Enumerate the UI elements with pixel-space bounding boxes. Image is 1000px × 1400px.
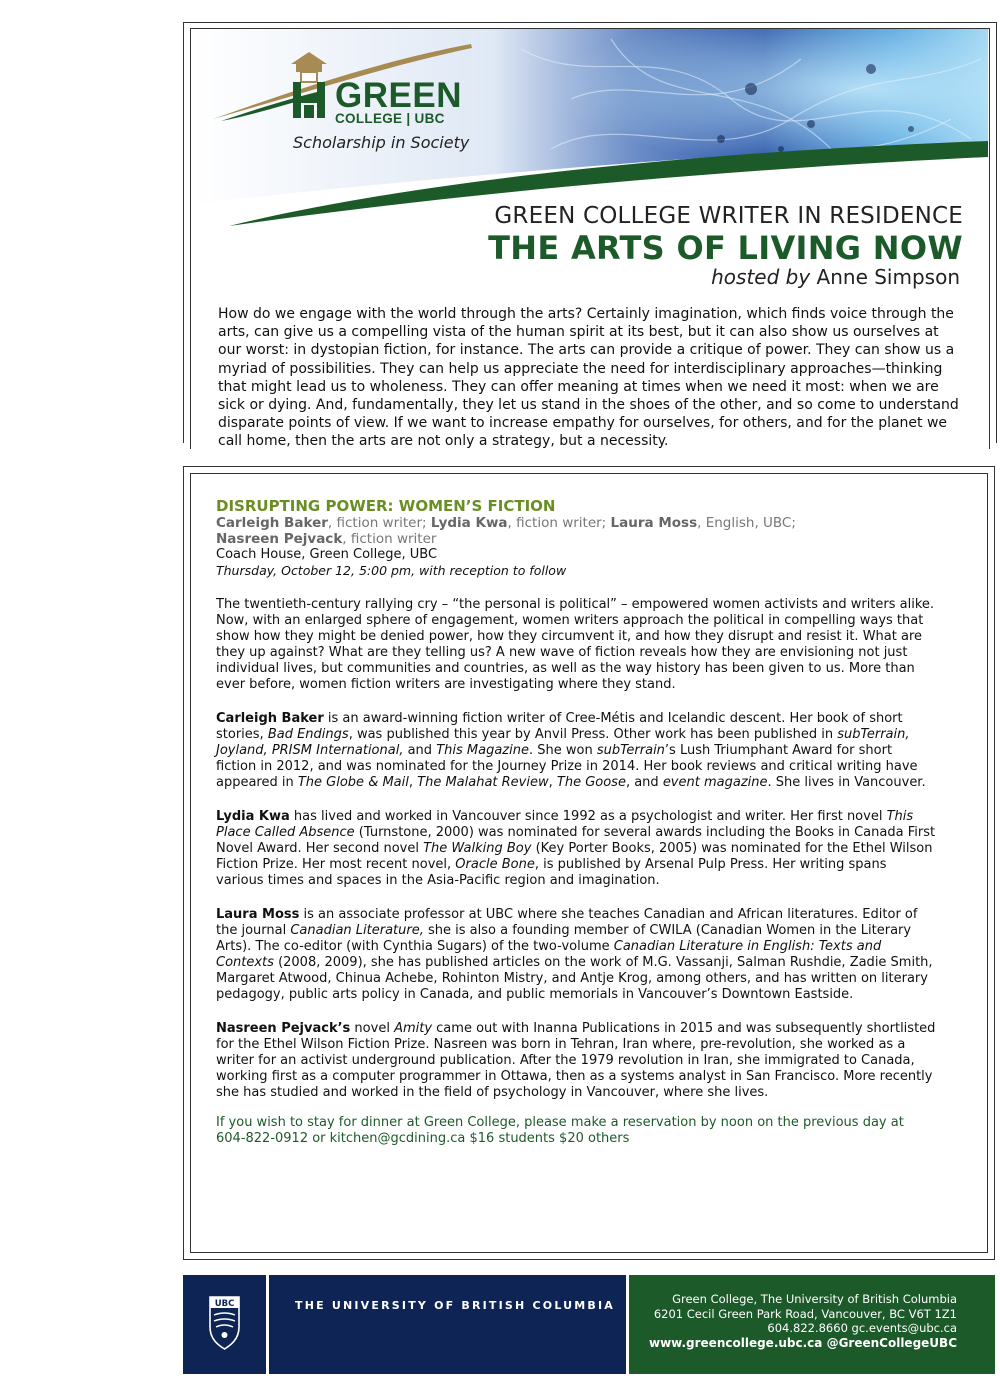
bio-text: has lived and worked in Vancouver since 1992 as a psychologist and writer. Her first novel xyxy=(289,809,887,824)
bio-name: Laura Moss xyxy=(216,907,300,922)
footer xyxy=(183,1275,995,1374)
event-venue: Coach House, Green College, UBC xyxy=(216,547,438,562)
bio-laura-moss xyxy=(216,907,936,1003)
intro-paragraph: How do we engage with the world through the arts? Certainly imagination, which finds voice through the arts, can give us a compelling vista of the human spirit at its best, but it can also show us ourselves at our worst: in dystopian fiction, for instance. The arts can provide a critique of power. They can show us a myriad of possibilities. They can help us appreciate the need for interdisciplinary approaches—thinking that might lead us to wholeness. They can offer meaning at times when we need it most: when we are sick or dying. And, fundamentally, they let us stand in the shoes of the other, and so come to understand disparate points of view. If we want to increase empathy for ourselves, for others, and for the planet we call home, then the arts are not only a strategy, but a necessity. xyxy=(218,306,959,450)
bio-text: novel xyxy=(350,1021,395,1036)
bio-name: Carleigh Baker xyxy=(216,711,324,726)
bio-title: Canadian Literature, xyxy=(290,923,424,938)
logo-tagline: Scholarship in Society xyxy=(293,133,470,152)
bio-title: subTerrain, Joyland, PRISM International, xyxy=(216,727,910,758)
bio-lydia-kwa xyxy=(216,809,936,889)
speaker-role: , fiction writer; xyxy=(327,515,431,531)
bio-title: Oracle Bone xyxy=(455,857,535,872)
bio-text: (Key Porter Books, 2005) was nominated for the Ethel Wilson Fiction Prize. Her most recent novel, xyxy=(216,841,933,872)
host-line xyxy=(711,265,960,289)
address-line-2: 6201 Cecil Green Park Road, Vancouver, BC V6T 1Z1 xyxy=(653,1306,957,1321)
bio-text: she is also a founding member of CWILA (Canadian Women in the Literary Arts). The co-editor (with Cynthia Sugars) of the two-volume xyxy=(216,923,912,954)
bio-title: event magazine xyxy=(662,775,768,790)
logo-subtitle: COLLEGE | UBC xyxy=(335,111,445,126)
bio-text: came out with Inanna Publications in 2015 and was subsequently shortlisted for the Ethel Wilson Fiction Prize. Nasreen was born in Tehran, Iran where, pre-revolution, she worked as a writer for an activist underground publication. After the 1979 revolution in Iran, she immigrated to Canada, working first as a computer programmer in Ottawa, then as a systems analyst in San Francisco. More recently she has studied and worked in the field of psychology in Vancouver, where she lives. xyxy=(216,1021,936,1100)
speaker-name: Carleigh Baker xyxy=(216,515,328,531)
bio-title: The Globe & Mail xyxy=(297,775,409,790)
bio-title: This Magazine xyxy=(436,743,529,758)
event-description: The twentieth-century rallying cry – “the personal is political” – empowered women activists and writers alike. Now, with an enlarged sphere of engagement, women writers approach the political in compelling ways that show how they might be denied power, how they circumvent it, and how they disrupt and resist it. What are they up against? What are they telling us? A new wave of fiction reveals how they are envisioning not just individual lives, but communities and countries, as well as the way history has been given to us. More than ever before, women fiction writers are investigating where they stand. xyxy=(216,597,935,692)
bio-text: , and xyxy=(625,775,663,790)
speaker-role: , fiction writer; xyxy=(507,515,611,531)
event-content xyxy=(216,498,936,1147)
bio-title: Canadian Literature in English: Texts and Contexts xyxy=(216,939,882,970)
bio-title: Amity xyxy=(394,1021,433,1036)
university-name: THE UNIVERSITY OF BRITISH COLUMBIA xyxy=(295,1299,616,1312)
speaker-role: , English, UBC; xyxy=(697,515,796,531)
hosted-by-label: hosted by xyxy=(711,265,811,289)
bio-title: The Malahat Review xyxy=(417,775,549,790)
bio-title: subTerrain xyxy=(596,743,665,758)
bio-text: is an associate professor at UBC where she teaches Canadian and African literatures. Editor of the journal xyxy=(216,907,918,938)
contact-line: 604.822.8660 gc.events@ubc.ca xyxy=(767,1321,957,1335)
address-line-1: Green College, The University of British Columbia xyxy=(672,1292,957,1306)
bio-name: Lydia Kwa xyxy=(216,809,290,824)
bio-name: Nasreen Pejvack’s xyxy=(216,1021,351,1036)
bio-title: The Walking Boy xyxy=(423,841,532,856)
bio-text: , is published by Arsenal Pulp Press. Her writing spans various times and spaces in the Asia-Pacific region and imagination. xyxy=(216,857,887,888)
bio-text: (2008, 2009), she has published articles on the work of M.G. Vassanji, Salman Rushdie, Zadie Smith, Margaret Atwood, Chinua Achebe, Rohinton Mistry, and Antje Krog, among others, and has written on literary pedagogy, public arts policy in Canada, and public memorials in Vancouver’s Downtown Eastside. xyxy=(216,955,933,1002)
bio-text: is an award-winning fiction writer of Cree-Métis and Icelandic descent. Her book of short stories, xyxy=(216,711,903,742)
bio-text: (Turnstone, 2000) was nominated for several awards including the Books in Canada First Novel Award. Her second novel xyxy=(216,825,936,856)
event-title: DISRUPTING POWER: WOMEN’S FICTION xyxy=(216,497,556,515)
speaker-role: , fiction writer xyxy=(342,531,437,547)
bio-title: This Place Called Absence xyxy=(216,809,914,840)
bio-text: , was published this year by Anvil Press. Other work has been published in xyxy=(348,727,838,742)
host-name: Anne Simpson xyxy=(816,265,960,289)
green-college-building-icon xyxy=(287,50,331,120)
speaker-name: Lydia Kwa xyxy=(430,515,508,531)
logo-wordmark: GREEN xyxy=(335,76,462,115)
contact-panel xyxy=(629,1275,995,1374)
series-title: GREEN COLLEGE WRITER IN RESIDENCE xyxy=(494,203,963,229)
event-datetime: Thursday, October 12, 5:00 pm, with reception to follow xyxy=(216,563,567,578)
speaker-name: Laura Moss xyxy=(610,515,698,531)
ubc-crest-icon xyxy=(183,1275,266,1374)
speaker-name: Nasreen Pejvack xyxy=(216,531,343,547)
bio-text: ’s Lush Triumphant Award for short fiction in 2012, and was nominated for the Journey Prize in 2014. Her book reviews and critical writing have appeared in xyxy=(216,743,918,790)
ubc-badge-text: UBC xyxy=(214,1299,235,1309)
bio-nasreen-pejvack xyxy=(216,1021,936,1101)
bio-text: . She lives in Vancouver. xyxy=(767,775,926,790)
bio-carleigh-baker xyxy=(216,711,936,791)
ubc-logo-panel xyxy=(183,1275,266,1374)
bio-title: The Goose xyxy=(556,775,626,790)
bio-title: Bad Endings xyxy=(267,727,349,742)
bio-text: . She won xyxy=(528,743,597,758)
page-title: THE ARTS OF LIVING NOW xyxy=(488,229,963,267)
university-name-panel xyxy=(269,1275,626,1374)
bio-text: , xyxy=(548,775,557,790)
web-line: www.greencollege.ubc.ca @GreenCollegeUBC xyxy=(648,1335,957,1350)
dinner-reservation-note: If you wish to stay for dinner at Green College, please make a reservation by noon on the previous day at 604-822-0912 or kitchen@gcdining.ca $16 students $20 others xyxy=(216,1115,904,1146)
bio-text: , xyxy=(408,775,418,790)
bio-text: and xyxy=(403,743,437,758)
speaker-list xyxy=(216,515,936,547)
